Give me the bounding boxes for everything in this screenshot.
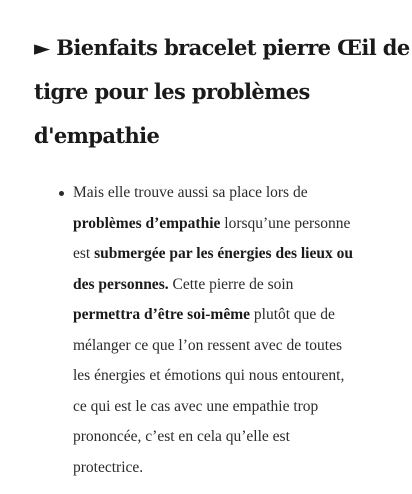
paragraph-text: protectrice.	[73, 458, 144, 476]
list-item	[50, 178, 390, 483]
paragraph-line-10	[73, 453, 390, 484]
bold-phrase: permettra d’être soi-même	[73, 306, 251, 323]
paragraph-text: les énergies et émotions qui nous entourent,	[73, 367, 345, 384]
paragraph-line-7	[73, 361, 390, 392]
paragraph-line-6	[73, 331, 390, 362]
bullet-list	[50, 178, 390, 483]
paragraph-line-8	[73, 392, 390, 423]
bold-phrase: submergée par les énergies des lieux ou	[94, 245, 353, 262]
bold-phrase: problèmes d’empathie	[73, 214, 221, 232]
paragraph-text: plutôt que de	[250, 306, 335, 323]
paragraph-text: Cette pierre de soin	[168, 275, 294, 293]
paragraph-text: ce qui est le cas avec une empathie trop	[73, 397, 319, 415]
paragraph-line-5	[73, 300, 390, 331]
paragraph-text: mélanger ce que l’on ressent avec de toutes	[73, 336, 342, 354]
paragraph-line-2	[73, 209, 390, 240]
heading-line-1: ► Bienfaits bracelet pierre Œil de	[34, 35, 410, 60]
heading-line-3: d'empathie	[34, 123, 160, 148]
paragraph-text: est	[73, 245, 95, 262]
paragraph-line-3	[73, 239, 390, 270]
paragraph-text: Mais elle trouve aussi sa place lors de	[73, 184, 308, 201]
heading-line-2: tigre pour les problèmes	[34, 79, 310, 104]
section-heading	[34, 26, 410, 158]
paragraph-line-4	[73, 270, 390, 301]
paragraph-text: lorsqu’une personne	[220, 214, 351, 232]
paragraph-line-9	[73, 422, 390, 453]
paragraph-line-1	[73, 178, 390, 209]
paragraph-text: prononcée, c’est en cela qu’elle est	[73, 428, 290, 445]
bullet-icon	[59, 191, 64, 196]
bold-phrase: des personnes.	[73, 275, 169, 293]
